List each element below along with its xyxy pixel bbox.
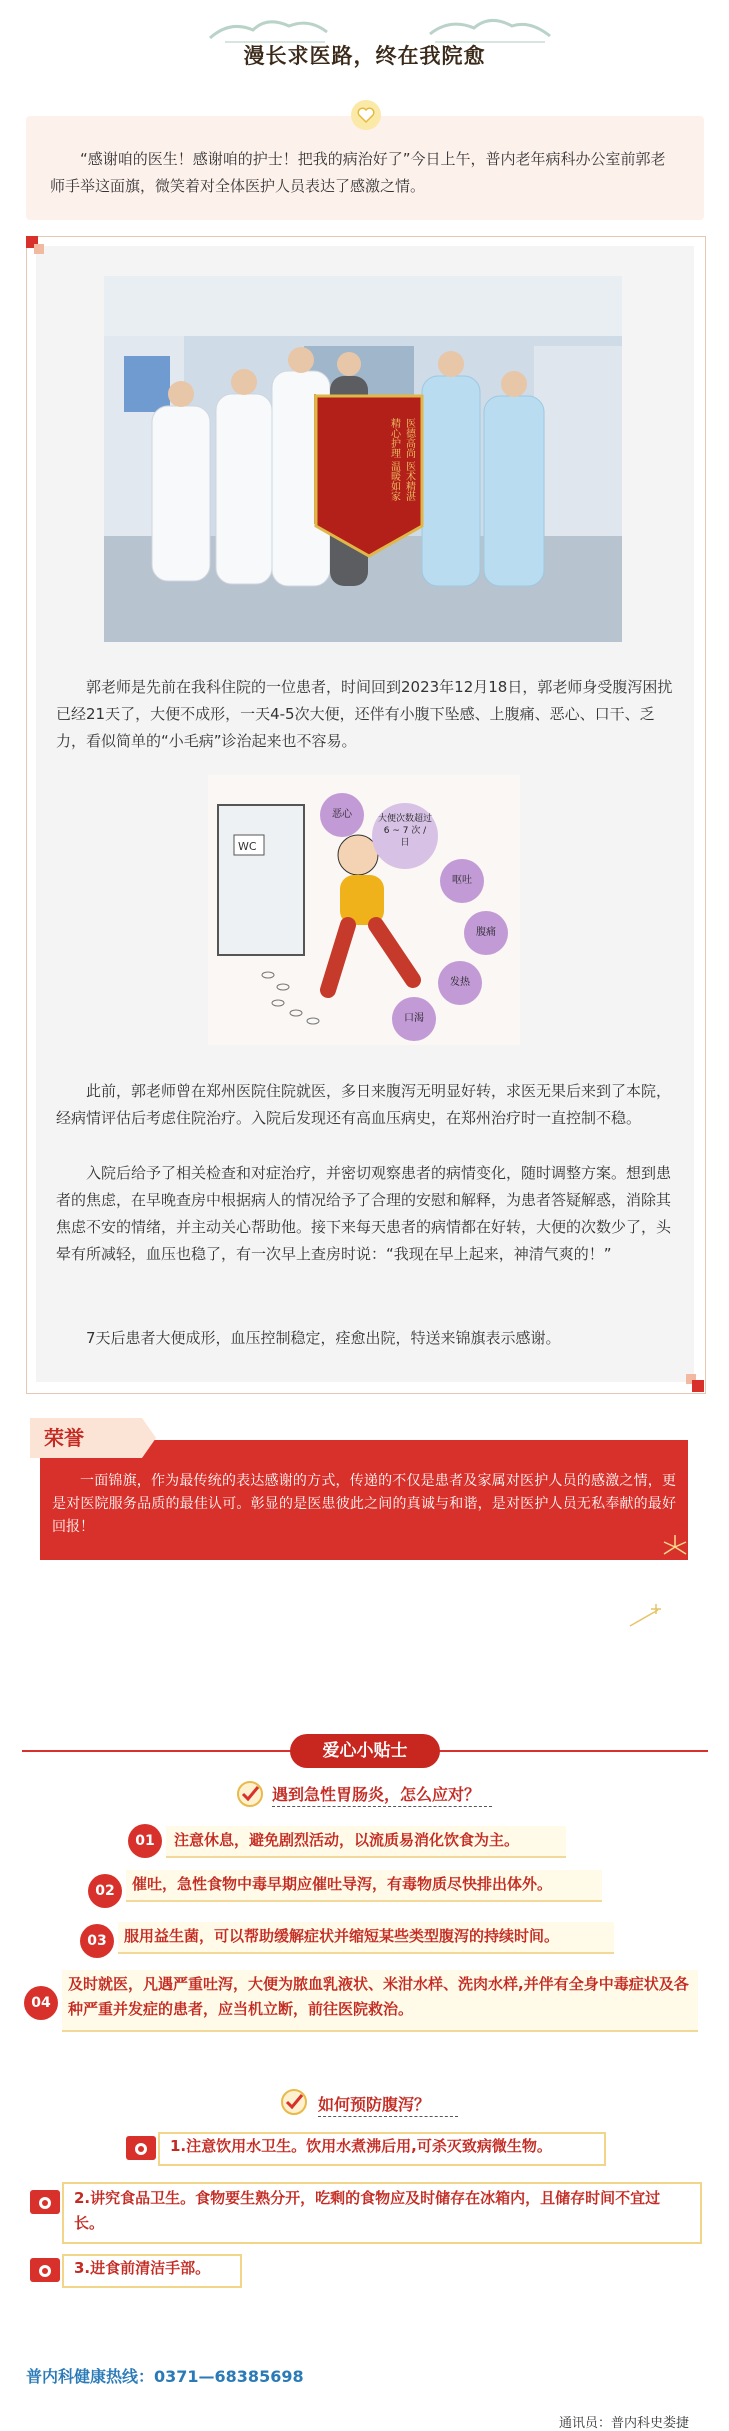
question-2-underline xyxy=(318,2116,458,2117)
tip-number-1: 01 xyxy=(128,1824,162,1858)
story-paragraph-4: 7天后患者大便成形，血压控制稳定，痊愈出院，特送来锦旗表示感谢。 xyxy=(86,1329,561,1347)
heart-icon xyxy=(351,100,381,130)
health-hotline: 普内科健康热线：0371—68385698 xyxy=(26,2367,304,2386)
honor-title: 荣誉 xyxy=(44,1426,84,1450)
camera-icon xyxy=(30,2190,60,2214)
tips-badge: 爱心小贴士 xyxy=(290,1734,440,1768)
camera-icon xyxy=(30,2258,60,2282)
story-paragraph-3: 入院后给予了相关检查和对症治疗，并密切观察患者的病情变化，随时调整方案。想到患者的焦虑，在早晚查房中根据病人的情况给予了合理的安慰和解释，为患者答疑解惑，消除其焦虑不安的情绪，并主动关心帮助他。接下来每天患者的病情都在好转，大便的次数少了，头晕有所减轻，血压也稳了，有一次早上查房时说：“我现在早上起来，神清气爽的！” xyxy=(56,1164,672,1263)
pennant-text-right: 医德高尚 医术精湛 xyxy=(403,418,415,502)
question-1-title: 遇到急性胃肠炎，怎么应对？ xyxy=(272,1785,481,1804)
symptom-bubble-abdominal-pain: 腹痛 xyxy=(464,911,508,955)
tip-number-4: 04 xyxy=(24,1986,58,2020)
tip-text-3: 服用益生菌，可以帮助缓解症状并缩短某些类型腹泻的持续时间。 xyxy=(124,1927,560,1945)
pennant-text-left: 精心护理 温暖如家 xyxy=(388,418,400,502)
check-icon xyxy=(234,1778,266,1810)
corner-decoration-top-left xyxy=(26,236,44,254)
symptom-bubble-nausea: 恶心 xyxy=(320,793,364,837)
firework-decoration xyxy=(660,1532,690,1562)
story-paragraph-1: 郭老师是先前在我科住院的一位患者，时间回到2023年12月18日，郭老师身受腹泻困扰已经21天了，大便不成形，一天4-5次大便，还伴有小腹下坠感、上腹痛、恶心、口干、乏力，看似简单的“小毛病”诊治起来也不容易。 xyxy=(56,678,673,750)
prevent-text-3: 3.进食前清洁手部。 xyxy=(74,2259,211,2277)
tip-number-2: 02 xyxy=(88,1874,122,1908)
check-icon xyxy=(278,2086,310,2118)
question-1-underline xyxy=(272,1806,492,1807)
tip-text-4: 及时就医，凡遇严重吐泻，大便为脓血乳液状、米泔水样、洗肉水样,并伴有全身中毒症状及各种严重并发症的患者，应当机立断，前往医院救治。 xyxy=(68,1975,689,2018)
question-2-title: 如何预防腹泻？ xyxy=(318,2095,431,2114)
symptom-bubble-fever: 发热 xyxy=(438,961,482,1005)
sparkle-decoration xyxy=(628,1600,668,1630)
symptom-bubble-thirst: 口渴 xyxy=(392,997,436,1041)
page-title: 漫长求医路，终在我院愈 xyxy=(243,43,486,68)
prevent-text-1: 1.注意饮用水卫生。饮用水煮沸后用,可杀灭致病微生物。 xyxy=(170,2137,552,2155)
story-paragraph-2: 此前，郭老师曾在郑州医院住院就医，多日来腹泻无明显好转，求医无果后来到了本院，经病情评估后考虑住院治疗。入院后发现还有高血压病史，在郑州治疗时一直控制不稳。 xyxy=(56,1082,672,1127)
reporter-credit: 通讯员：普内科史娄捷 xyxy=(558,2416,689,2431)
banner-photo xyxy=(104,276,622,642)
intro-text: “感谢咱的医生！感谢咱的护士！把我的病治好了”今日上午，普内老年病科办公室前郭老师手举这面旗，微笑着对全体医护人员表达了感激之情。 xyxy=(50,150,666,195)
prevent-text-2: 2.讲究食品卫生。食物要生熟分开，吃剩的食物应及时储存在冰箱内，且储存时间不宜过长。 xyxy=(74,2189,661,2232)
honor-text: 一面锦旗，作为最传统的表达感谢的方式，传递的不仅是患者及家属对医护人员的感激之情，更是对医院服务品质的最佳认可。彰显的是医患彼此之间的真诚与和谐，是对医护人员无私奉献的最好回报！ xyxy=(52,1473,676,1535)
corner-decoration-bottom-right xyxy=(686,1374,704,1392)
wc-sign: WC xyxy=(238,840,257,853)
symptom-bubble-frequency: 大便次数超过 6 ~ 7 次 / 日 xyxy=(372,803,438,869)
tip-text-1: 注意休息，避免剧烈活动，以流质易消化饮食为主。 xyxy=(174,1831,520,1849)
diarrhea-illustration xyxy=(208,775,520,1045)
camera-icon xyxy=(126,2136,156,2160)
tip-text-2: 催吐，急性食物中毒早期应催吐导泻，有毒物质尽快排出体外。 xyxy=(132,1875,553,1893)
tip-number-3: 03 xyxy=(80,1924,114,1958)
symptom-bubble-vomit: 呕吐 xyxy=(440,859,484,903)
